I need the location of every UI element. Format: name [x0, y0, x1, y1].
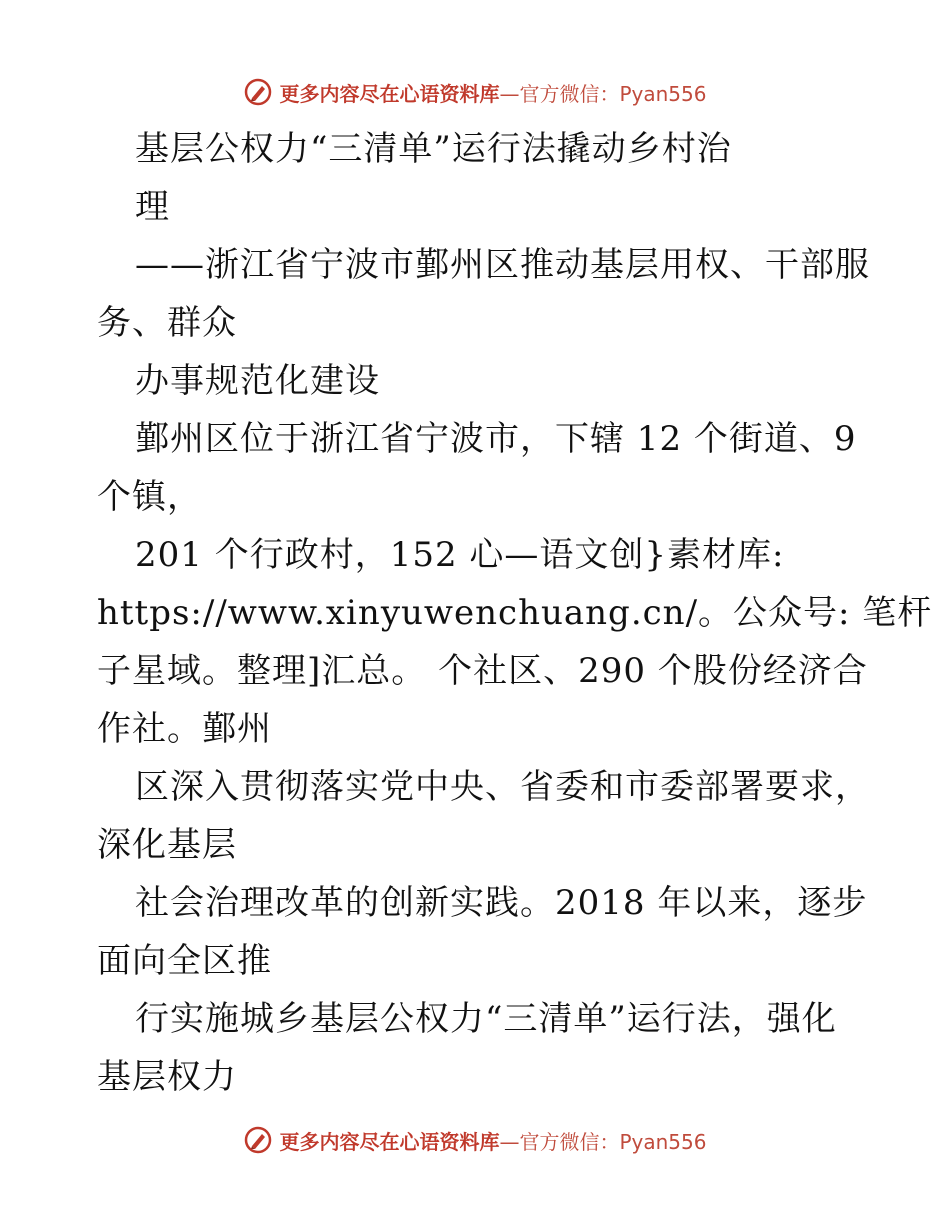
doc-line: 基层公权力“三清单”运行法撬动乡村治 — [135, 129, 732, 169]
doc-line: 办事规范化建设 — [135, 361, 380, 401]
document-body — [97, 120, 933, 1106]
watermark-text — [279, 78, 706, 107]
pen-logo-icon — [243, 1125, 273, 1155]
doc-line: 个镇， — [97, 477, 202, 517]
doc-line: 深化基层 — [97, 825, 237, 865]
doc-line: 面向全区推 — [97, 941, 272, 981]
doc-line: https://www.xinyuwenchuang.cn/。公众号: 笔杆 — [97, 593, 933, 633]
doc-line: 201 个行政村，152 心—语文创}素材库: — [135, 535, 785, 575]
pen-logo-icon — [243, 77, 273, 107]
footer-watermark — [0, 1120, 950, 1160]
doc-line: 鄞州区位于浙江省宁波市，下辖 12 个街道、9 — [135, 419, 857, 459]
watermark-main: 更多内容尽在心语资料库 — [279, 1129, 500, 1154]
watermark-contact: —官方微信：Pyan556 — [499, 1129, 707, 1154]
doc-line: 行实施城乡基层公权力“三清单”运行法，强化 — [135, 999, 837, 1039]
doc-line: 区深入贯彻落实党中央、省委和市委部署要求， — [135, 767, 870, 807]
doc-line: 社会治理改革的创新实践。2018 年以来，逐步 — [135, 883, 868, 923]
header-watermark — [0, 72, 950, 112]
watermark-contact: —官方微信：Pyan556 — [499, 81, 707, 106]
watermark-text — [279, 1126, 706, 1155]
doc-line: 理 — [135, 187, 170, 227]
doc-line: ——浙江省宁波市鄞州区推动基层用权、干部服 — [135, 245, 870, 285]
doc-line: 作社。鄞州 — [97, 709, 272, 749]
doc-line: 子星域。整理]汇总。 个社区、290 个股份经济合 — [97, 651, 868, 691]
doc-line: 务、群众 — [97, 303, 237, 343]
doc-line: 基层权力 — [97, 1057, 237, 1097]
watermark-main: 更多内容尽在心语资料库 — [279, 81, 500, 106]
